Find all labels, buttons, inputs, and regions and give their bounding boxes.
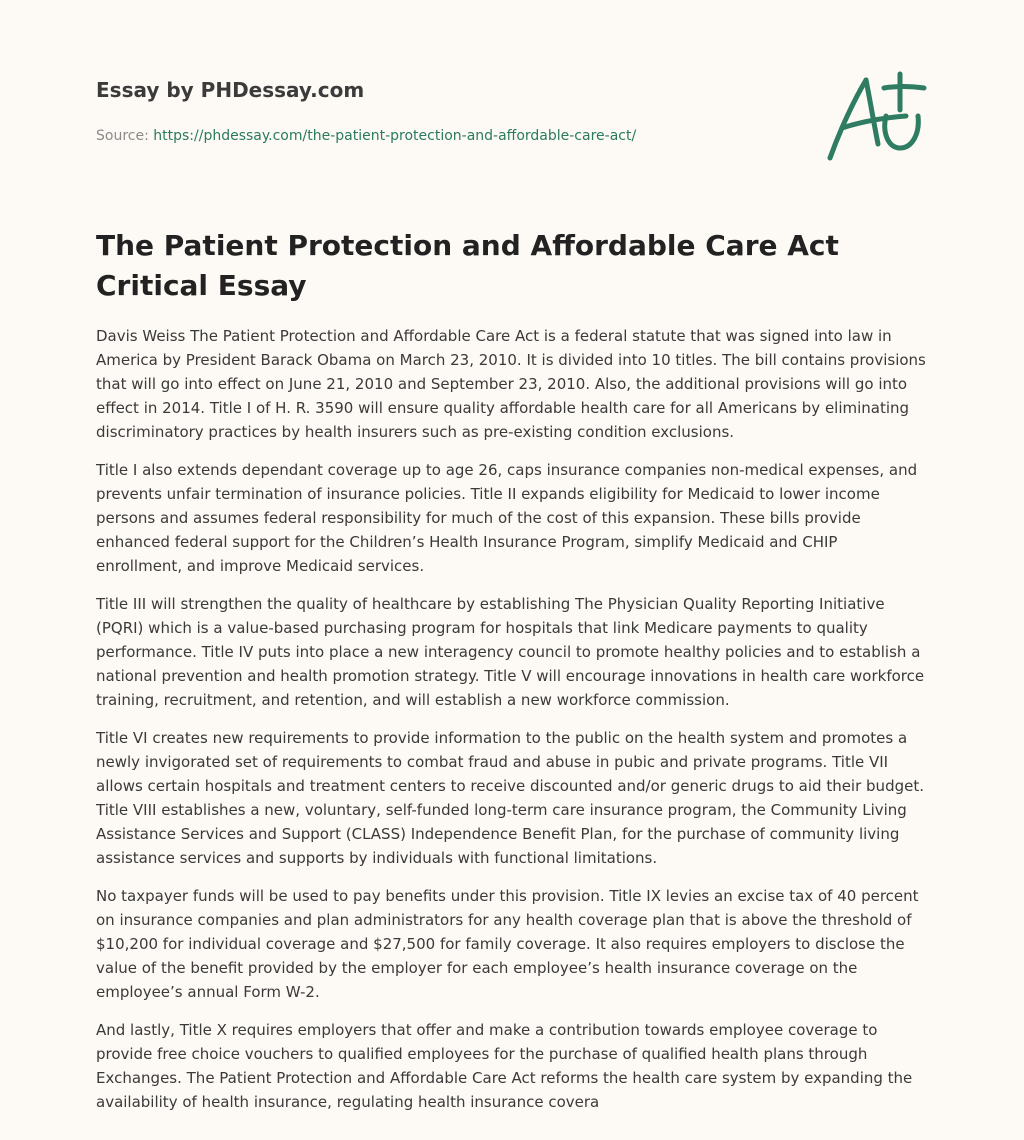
a-plus-logo-icon xyxy=(820,66,930,166)
essay-paragraph: And lastly, Title X requires employers that offer and make a contribution towards employee coverage to provide free choice vouchers to qualified employees for the purchase of qualified health plans through Exchanges. The Patient Protection and Affordable Care Act reforms the health care system by expanding the availability of health insurance, regulating health insurance covera xyxy=(96,1021,913,1111)
source-link[interactable]: https://phdessay.com/the-patient-protection-and-affordable-care-act/ xyxy=(153,128,637,144)
source-label: Source: xyxy=(96,128,149,144)
essay-body xyxy=(96,324,928,1128)
essay-paragraph: Title III will strengthen the quality of healthcare by establishing The Physician Quality Reporting Initiative (PQRI) which is a value-based purchasing program for hospitals that link Medicare payments to quality performance. Title IV puts into place a new interagency council to promote healthy policies and to establish a national prevention and health promotion strategy. Title V will encourage innovations in health care workforce training, recruitment, and retention, and will establish a new workforce commission. xyxy=(96,595,925,709)
source-line xyxy=(96,126,816,146)
essay-paragraph: Title I also extends dependant coverage up to age 26, caps insurance companies non-medical expenses, and prevents unfair termination of insurance policies. Title II expands eligibility for Medicaid to lower income persons and assumes federal responsibility for much of the cost of this expansion. These bills provide enhanced federal support for the Children’s Health Insurance Program, simplify Medicaid and CHIP enrollment, and improve Medicaid services. xyxy=(96,461,918,575)
essay-title: The Patient Protection and Affordable Care Act Critical Essay xyxy=(96,229,839,302)
brand-title: Essay by PHDessay.com xyxy=(96,78,365,102)
page-header xyxy=(96,76,816,146)
essay-paragraph: Davis Weiss The Patient Protection and Affordable Care Act is a federal statute that was signed into law in America by President Barack Obama on March 23, 2010. It is divided into 10 titles. The bill contains provisions that will go into effect on June 21, 2010 and September 23, 2010. Also, the additional provisions will go into effect in 2014. Title I of H. R. 3590 will ensure quality affordable health care for all Americans by eliminating discriminatory practices by health insurers such as pre-existing condition exclusions. xyxy=(96,327,926,441)
essay-paragraph: No taxpayer funds will be used to pay benefits under this provision. Title IX levies an excise tax of 40 percent on insurance companies and plan administrators for any health coverage plan that is above the threshold of $10,200 for individual coverage and $27,500 for family coverage. It also requires employers to disclose the value of the benefit provided by the employer for each employee’s health insurance coverage on the employee’s annual Form W-2. xyxy=(96,887,919,1001)
essay-paragraph: Title VI creates new requirements to provide information to the public on the health system and promotes a newly invigorated set of requirements to combat fraud and abuse in pubic and private programs. Title VII allows certain hospitals and treatment centers to receive discounted and/or generic drugs to aid their budget. Title VIII establishes a new, voluntary, self-funded long-term care insurance program, the Community Living Assistance Services and Support (CLASS) Independence Benefit Plan, for the purchase of community living assistance services and supports by individuals with functional limitations. xyxy=(96,729,924,867)
